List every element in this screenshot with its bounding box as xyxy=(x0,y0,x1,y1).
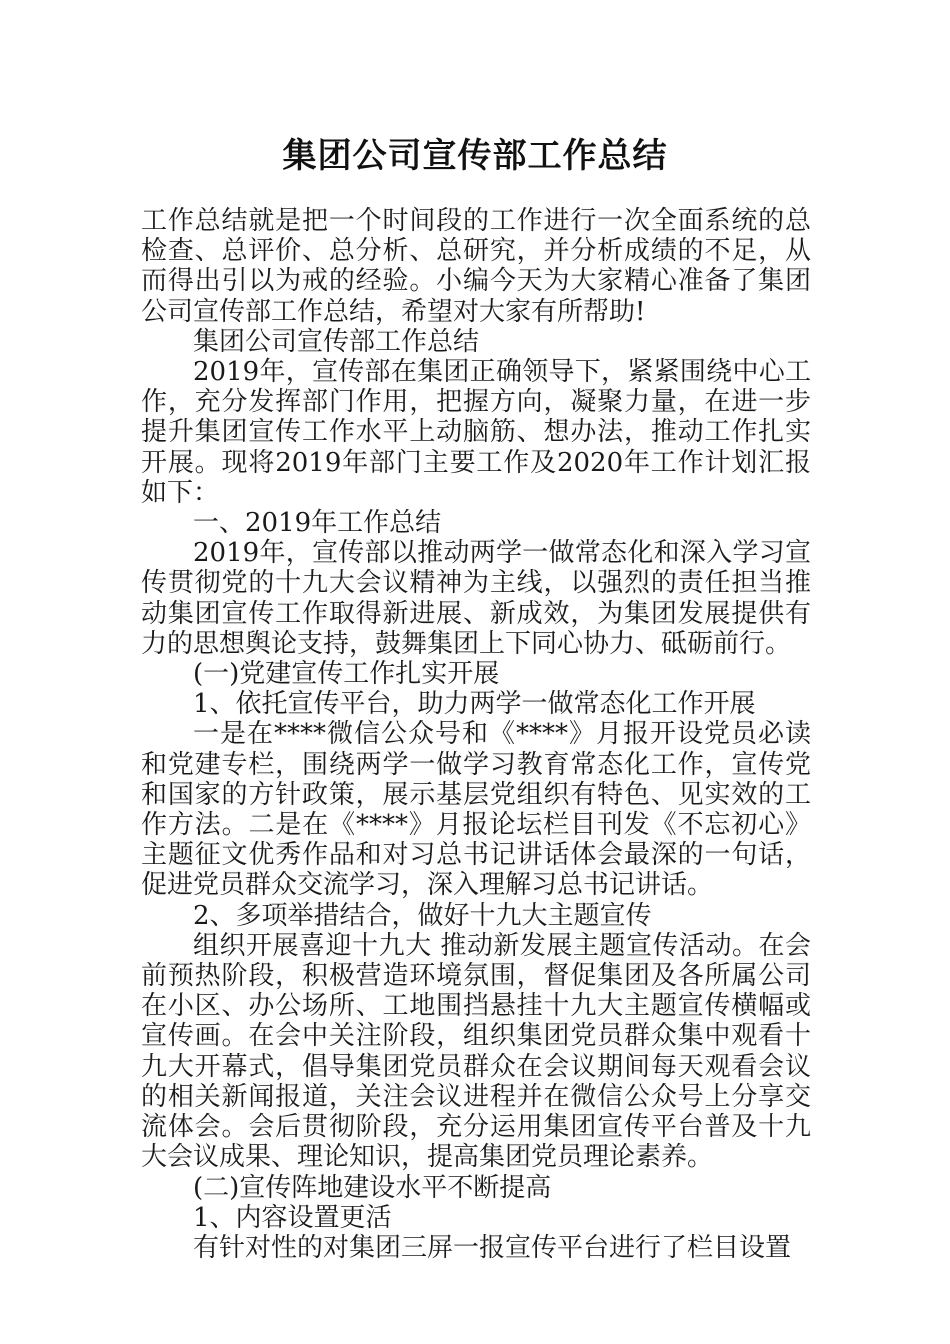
intro-paragraph: 工作总结就是把一个时间段的工作进行一次全面系统的总检查、总评价、总分析、总研究，并分析成绩的不足，从而得出引以为戒的经验。小编今天为大家精心准备了集团公司宣传部工作总结，希望对大家有所帮助! xyxy=(141,206,811,327)
body-paragraph: 一是在****微信公众号和《****》月报开设党员必读和党建专栏，围绕两学一做学习教育常态化工作，宣传党和国家的方针政策，展示基层党组织有特色、见实效的工作方法。二是在《****》月报论坛栏目刊发《不忘初心》主题征文优秀作品和对习总书记讲话体会最深的一句话，促进党员群众交流学习，深入理解习总书记讲话。 xyxy=(141,719,811,901)
body-paragraph: 有针对性的对集团三屏一报宣传平台进行了栏目设置 xyxy=(193,1232,792,1263)
item-heading: 1、依托宣传平台，助力两学一做常态化工作开展 xyxy=(193,689,756,720)
section-heading: 一、2019年工作总结 xyxy=(193,508,442,539)
document-title: 集团公司宣传部工作总结 xyxy=(282,136,668,176)
overview-paragraph: 2019年，宣传部在集团正确领导下，紧紧围绕中心工作，充分发挥部门作用，把握方向，凝聚力量，在进一步提升集团宣传工作水平上动脑筋、想办法，推动工作扎实开展。现将2019年部门主要工作及2020年工作计划汇报如下： xyxy=(141,357,811,508)
item-heading: 1、内容设置更活 xyxy=(193,1202,392,1233)
item-heading: 2、多项举措结合，做好十九大主题宣传 xyxy=(193,900,652,931)
subsection-heading: (二)宣传阵地建设水平不断提高 xyxy=(193,1172,552,1203)
subsection-heading: (一)党建宣传工作扎实开展 xyxy=(193,659,500,690)
document-body xyxy=(141,206,811,1263)
subtitle-paragraph: 集团公司宣传部工作总结 xyxy=(193,326,480,357)
body-paragraph: 组织开展喜迎十九大 推动新发展主题宣传活动。在会前预热阶段，积极营造环境氛围，督促集团及各所属公司在小区、办公场所、工地围挡悬挂十九大主题宣传横幅或宣传画。在会中关注阶段，组织集团党员群众集中观看十九大开幕式，倡导集团党员群众在会议期间每天观看会议的相关新闻报道，关注会议进程并在微信公众号上分享交流体会。会后贯彻阶段，充分运用集团宣传平台普及十九大会议成果、理论知识，提高集团党员理论素养。 xyxy=(141,930,811,1173)
summary-paragraph: 2019年，宣传部以推动两学一做常态化和深入学习宣传贯彻党的十九大会议精神为主线，以强烈的责任担当推动集团宣传工作取得新进展、新成效，为集团发展提供有力的思想舆论支持，鼓舞集团上下同心协力、砥砺前行。 xyxy=(141,538,811,659)
